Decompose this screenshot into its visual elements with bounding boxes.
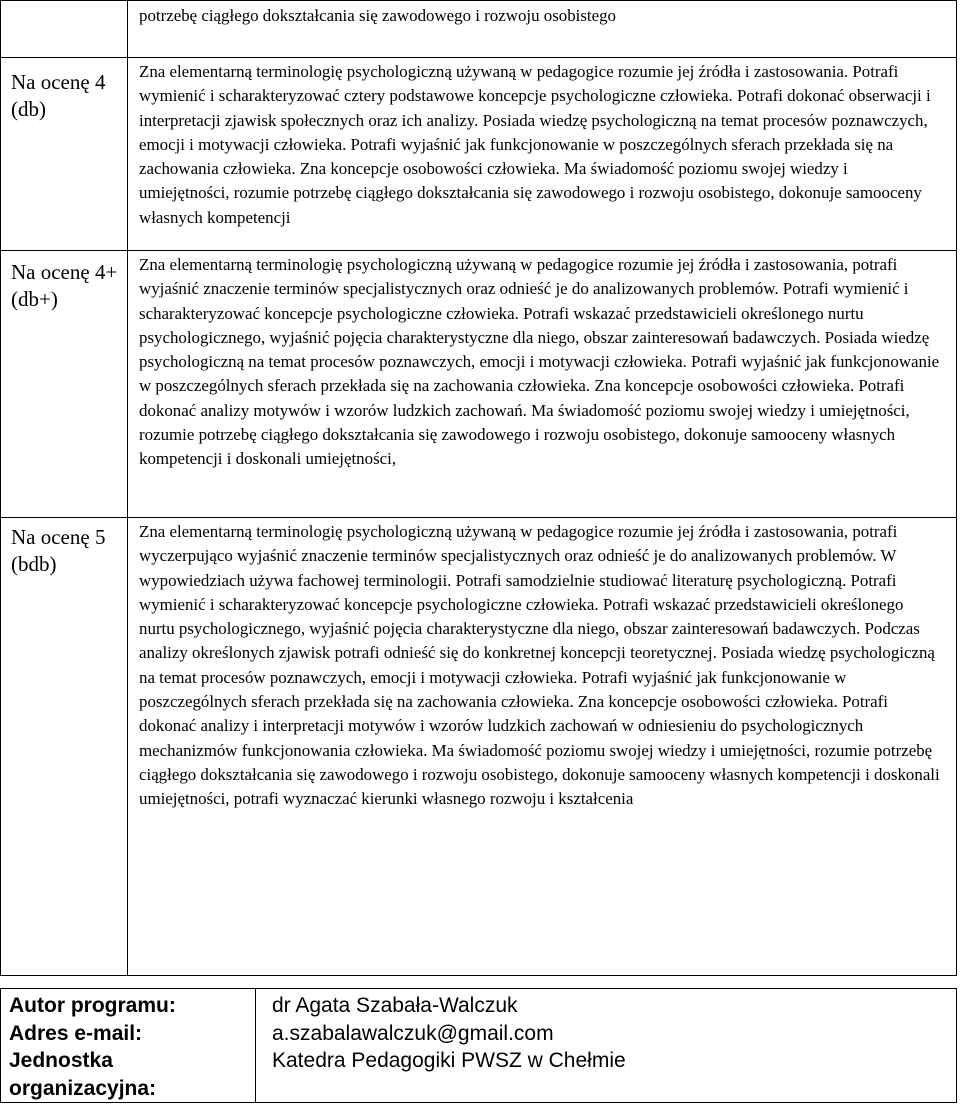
grade-description: Zna elementarną terminologię psychologiczną używaną w pedagogice rozumie jej źródła i zastosowania, potrafi wyczerpująco wyjaśnić znaczenie terminów specjalistycznych oraz odnieść je do analizowanych problemów. W wypowiedziach używa fachowej terminologii. Potrafi samodzielnie studiować literaturę psychologiczną. Potrafi wymienić i scharakteryzować koncepcje psychologiczne człowieka. Potrafi wskazać przedstawicieli określonego nurtu psychologicznego, wyjaśnić pojęcia charakterystyczne dla niego, obszar zainteresowań badawczych. Podczas analizy określonych zjawisk potrafi odnieść się do konkretnej koncepcji teoretycznej. Posiada wiedzę psychologiczną na temat procesów poznawczych, emocji i motywacji człowieka. Potrafi wyjaśnić jak funkcjonowanie w poszczególnych sferach przekłada się na zachowania człowieka. Zna koncepcje osobowości człowieka. Potrafi dokonać analizy i interpretacji motywów i wzorów ludzkich zachowań w odniesieniu do psychologicznych mechanizmów funkcjonowania człowieka. Ma świadomość poziomu swojej wiedzy i umiejętności, rozumie potrzebę ciągłego dokształcania się zawodowego i rozwoju osobistego, dokonuje samooceny własnych kompetencji i doskonali umiejętności, potrafi wyznaczać kierunki własnego rozwoju i kształcenia xyxy=(139,522,940,809)
table-row xyxy=(1,58,957,251)
grade-description-cell xyxy=(128,518,957,976)
grade-label: Na ocenę 4+ (db+) xyxy=(11,260,118,311)
grade-label-cell xyxy=(1,58,128,251)
grade-description-cell xyxy=(128,251,957,518)
grade-description-cell xyxy=(128,58,957,251)
author-info-table xyxy=(0,988,957,1103)
table-row xyxy=(1,518,957,976)
grade-description-cell xyxy=(128,1,957,58)
author-labels-cell xyxy=(1,989,256,1103)
author-label: Autor programu: xyxy=(9,994,176,1017)
author-email: a.szabalawalczuk@gmail.com xyxy=(272,1021,554,1045)
grade-label-cell xyxy=(1,1,128,58)
author-name: dr Agata Szabała-Walczuk xyxy=(272,994,518,1017)
author-unit: Katedra Pedagogiki PWSZ w Chełmie xyxy=(272,1049,626,1072)
grade-description: Zna elementarną terminologię psychologiczną używaną w pedagogice rozumie jej źródła i zastosowania. Potrafi wymienić i scharakteryzować cztery podstawowe koncepcje psychologiczne człowieka. Potrafi dokonać obserwacji i interpretacji zjawisk społecznych oraz ich analizy. Posiada wiedzę psychologiczną na temat procesów poznawczych, emocji i motywacji człowieka. Potrafi wyjaśnić jak funkcjonowanie w poszczególnych sferach przekłada się na zachowania człowieka. Zna koncepcje osobowości człowieka. Ma świadomość poziomu swojej wiedzy i umiejętności, rozumie potrzebę ciągłego dokształcania się zawodowego i rozwoju osobistego, dokonuje samooceny własnych kompetencji xyxy=(139,62,931,227)
grade-description: Zna elementarną terminologię psychologiczną używaną w pedagogice rozumie jej źródła i zastosowania, potrafi wyjaśnić znaczenie terminów specjalistycznych oraz odnieść je do analizowanych problemów. Potrafi wymienić i scharakteryzować koncepcje psychologiczne człowieka. Potrafi wskazać przedstawicieli określonego nurtu psychologicznego, wyjaśnić pojęcia charakterystyczne dla niego, obszar zainteresowań badawczych. Posiada wiedzę psychologiczną na temat procesów poznawczych, emocji i motywacji człowieka. Potrafi wyjaśnić jak funkcjonowanie w poszczególnych sferach przekłada się na zachowania człowieka. Zna koncepcje osobowości człowieka. Potrafi dokonać analizy motywów i wzorów ludzkich zachowań. Ma świadomość poziomu swojej wiedzy i umiejętności, rozumie potrzebę ciągłego dokształcania się zawodowego i rozwoju osobistego, dokonuje samooceny własnych kompetencji i doskonali umiejętności, xyxy=(139,255,940,469)
grade-label: Na ocenę 5 (bdb) xyxy=(11,525,106,576)
table-row xyxy=(1,1,957,58)
author-values-cell xyxy=(256,989,957,1103)
email-label: Adres e-mail: xyxy=(9,1021,143,1045)
table-row xyxy=(1,989,957,1103)
table-row xyxy=(1,251,957,518)
grade-label-cell xyxy=(1,518,128,976)
unit-label: Jednostka organizacyjna: xyxy=(9,1049,157,1100)
grade-description: potrzebę ciągłego dokształcania się zawodowego i rozwoju osobistego xyxy=(139,6,617,25)
grade-label: Na ocenę 4 (db) xyxy=(11,70,106,121)
grade-label-cell xyxy=(1,251,128,518)
